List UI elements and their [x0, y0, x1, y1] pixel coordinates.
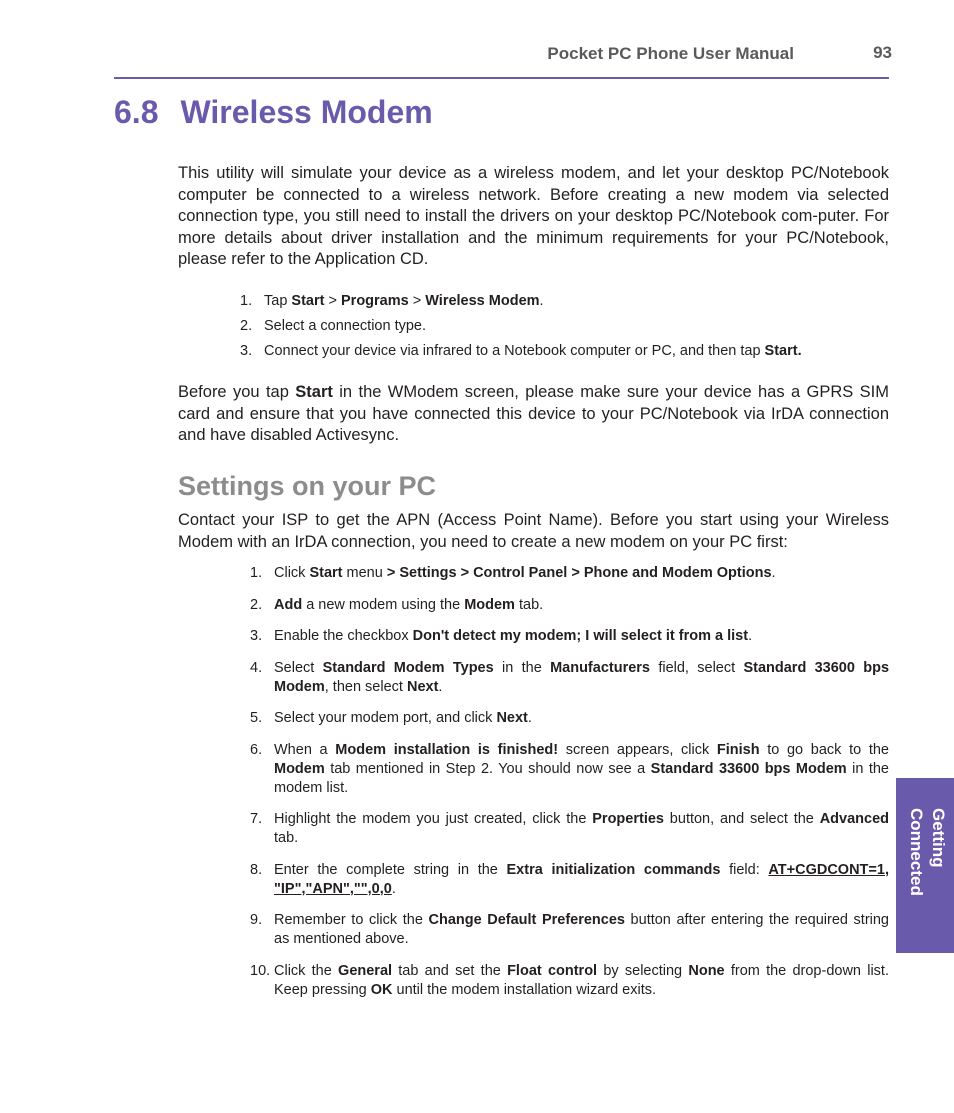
list-item: 2. Add a new modem using the Modem tab.: [250, 596, 544, 613]
list-item: 4. Select Standard Modem Types in the Manufacturers field, select Standard 33600 bps Modem, then select Next.: [250, 659, 890, 695]
step-number: 1.: [240, 293, 253, 309]
list-item: 3. Enable the checkbox Don't detect my modem; I will select it from a list.: [250, 628, 753, 644]
step-number: 2.: [250, 596, 263, 613]
list-item: 1. Tap Start > Programs > Wireless Modem.: [240, 293, 544, 309]
chapter-tab-line1: Getting: [929, 808, 948, 868]
step-number: 9.: [250, 912, 263, 928]
list-item: 2. Select a connection type.: [240, 318, 427, 334]
pc-settings-steps: [250, 564, 890, 1012]
list-item: 6. When a Modem installation is finished! screen appears, click Finish to go back to the Modem tab mentioned in Step 2. You should now see a Standard 33600 bps Modem in the modem list.: [250, 741, 889, 796]
list-item: 7. Highlight the modem you just created, click the Properties button, and select the Advanced tab.: [250, 811, 890, 846]
running-header-title: Pocket PC Phone User Manual: [547, 44, 794, 63]
list-item: 1. Click Start menu > Settings > Control Panel > Phone and Modem Options.: [250, 565, 776, 581]
step-number: 4.: [250, 659, 263, 676]
step-number: 6.: [250, 741, 263, 758]
list-item: 3. Connect your device via infrared to a Notebook computer or PC, and then tap Start.: [240, 343, 802, 359]
step-number: 7.: [250, 811, 263, 827]
settings-heading: Settings on your PC: [178, 471, 437, 501]
step-number: 5.: [250, 710, 263, 726]
chapter-tab-label: [901, 808, 949, 920]
settings-intro: Contact your ISP to get the APN (Access Point Name). Before you start using your Wireless Modem with an IrDA connection, you need to create a new modem on your PC first:: [178, 511, 889, 551]
step-number: 10.: [250, 962, 271, 979]
list-item: 8. Enter the complete string in the Extra initialization commands field: AT+CGDCONT=1, "IP","APN","",0,0.: [250, 861, 889, 897]
page-number: 93: [873, 43, 892, 62]
list-item: 5. Select your modem port, and click Next.: [250, 710, 532, 726]
section-number: 6.8: [114, 94, 159, 130]
header-divider: [114, 77, 889, 79]
chapter-tab-line2: Connected: [907, 808, 926, 896]
wireless-modem-steps: [240, 292, 889, 367]
section-heading: [114, 94, 433, 131]
init-command-string: AT+CGDCONT=1, "IP","APN","",0,0: [274, 861, 889, 897]
section-title: Wireless Modem: [180, 94, 433, 130]
intro-paragraph: This utility will simulate your device as a wireless modem, and let your desktop PC/Notebook computer be connected to a wireless network. Before creating a new modem via selected connection type, you still need to install the drivers on your desktop PC/Notebook com-puter. For more details about driver installation and the minimum requirements for your PC/Notebook, please refer to the Application CD.: [178, 164, 889, 268]
step-number: 1.: [250, 565, 263, 581]
step-number: 2.: [240, 318, 253, 334]
list-item: 10. Click the General tab and set the Float control by selecting None from the drop-down list. Keep pressing OK until the modem installation wizard exits.: [250, 962, 889, 998]
before-paragraph: Before you tap Start in the WModem screen, please make sure your device has a GPRS SIM card and ensure that you have connected this device to your PC/Notebook via IrDA connection and have disabled Activesync.: [178, 383, 889, 444]
list-item: 9. Remember to click the Change Default Preferences button after entering the required string as mentioned above.: [250, 912, 889, 947]
step-number: 3.: [250, 628, 263, 644]
step-number: 3.: [240, 343, 253, 359]
step-number: 8.: [250, 861, 263, 878]
